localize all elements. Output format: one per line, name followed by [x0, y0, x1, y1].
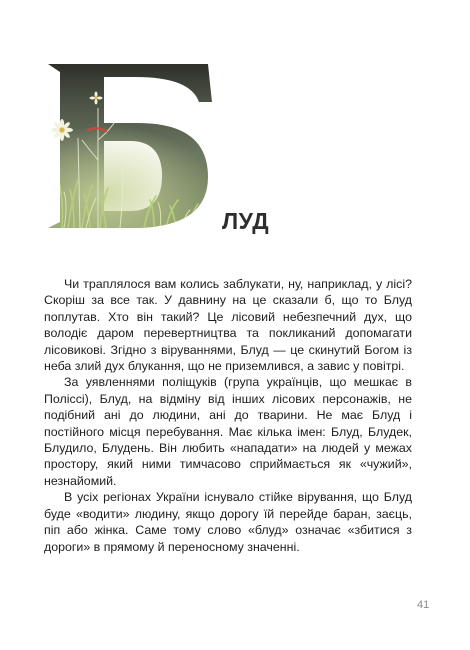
page-number: 41 — [417, 599, 430, 611]
paragraph: Чи траплялося вам колись заблукати, ну, наприклад, у лісі? Скоріш за все так. У давнину на це сказали б, що то Блуд поплутав. Хто він такий? Це лісовий небезпечний дух, що володіє даром перевертництва та покликаний допомагати лісовикові. Згідно з віруваннями, Блуд — це скинутий Богом із неба злий дух блукання, що не приземлився, а завис у повітрі. — [44, 277, 412, 374]
paragraph: За уявленнями поліщуків (група українців, що мешкає в Поліссі), Блуд, на відміну від інших лісових персонажів, не подібний ані до людини, ані до тварини. Не має Блуд і постійного місця перебування. Має кілька імен: Блуд, Блудек, Блудило, Блудень. Він любить «нападати» на людей у межах простору, який ними тимчасово сприймається як «чужий», незнайомий. — [44, 375, 412, 488]
heading-rest: ЛУД — [222, 208, 270, 234]
paragraph: В усіх регіонах України існувало стійке вірування, що Блуд буде «водити» людину, якщо дорогу їй перейде баран, заєць, піп або жінка. Саме тому слово «блуд» означає «збитися з дороги» в прямому й переносному значенні. — [44, 490, 412, 554]
decorative-initial-letter — [44, 60, 224, 235]
article-body — [44, 276, 412, 555]
